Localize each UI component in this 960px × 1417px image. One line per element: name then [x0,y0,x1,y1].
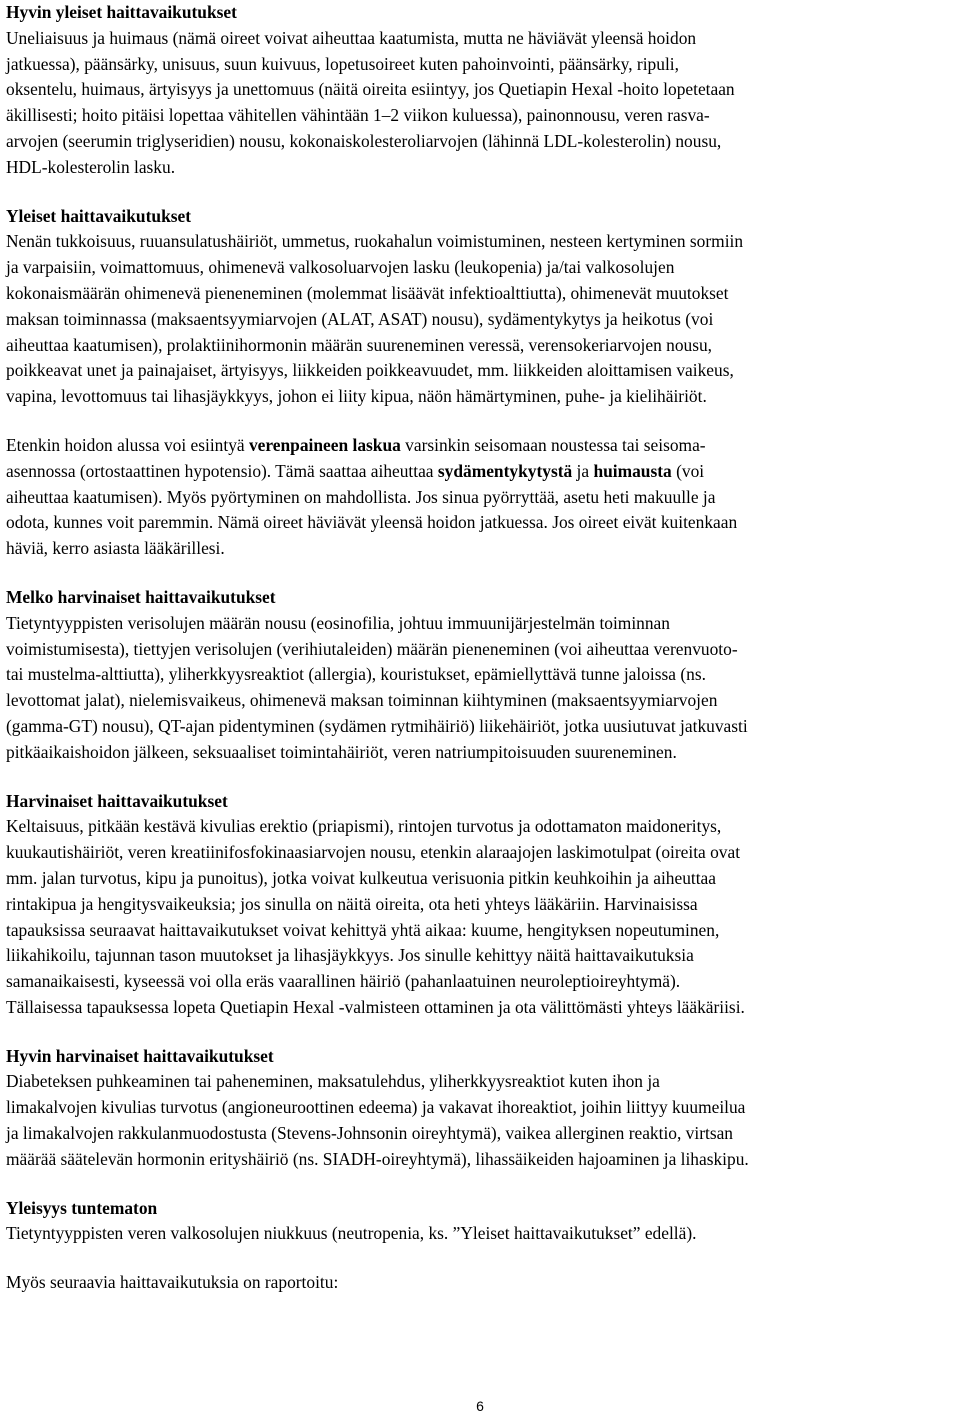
text-line: oksentelu, huimaus, ärtyisyys ja unettomuus (näitä oireita esiintyy, jos Quetiapin Hexal -hoito lopetetaan [6,79,735,100]
text-line: (gamma-GT) nousu), QT-ajan pidentyminen (sydämen rytmihäiriö) liikehäiriöt, jotka uusiutuvat jatkuvasti [6,715,748,736]
text-line: aiheuttaa kaatumisen), prolaktiinihormonin määrän suureneminen veressä, verensokeriarvojen nousu, [6,334,713,355]
text-line [6,510,956,536]
text-line: limakalvojen kivulias turvotus (angioneuroottinen edeema) ja vakavat ihoreaktiot, joihin liittyy kuumeilua [6,1097,746,1118]
text-line: Uneliaisuus ja huimaus (nämä oireet voivat aiheuttaa kaatumista, mutta ne häviävät yleensä hoidon [6,27,697,48]
text-line: poikkeavat unet ja painajaiset, ärtyisyys, liikkeiden poikkeavuudet, mm. liikkeiden aloittamisen vaikeus, [6,360,734,381]
section-very-common [6,0,956,181]
text-line: samanaikaisesti, kyseessä voi olla eräs vaarallinen häiriö (pahanlaatuinen neuroleptioireyhtymä). [6,971,681,992]
text-line: tai mustelma-alttiutta), yliherkkyysreaktiot (allergia), kouristukset, epämiellyttävä tunne jaloissa (ns. [6,664,706,685]
text-line: mm. jalan turvotus, kipu ja punoitus), jotka voivat kulkeutua verisuonia pitkin keuhkoihin ja aiheuttaa [6,867,716,888]
text-run: ja [572,460,594,481]
text-line: liikahikoilu, tajunnan tason muutokset ja lihasjäykkyys. Jos sinulle kehittyy näitä haittavaikutuksia [6,945,694,966]
text-line: Tällaisessa tapauksessa lopeta Quetiapin Hexal -valmisteen ottaminen ja ota välittömästi yhteys lääkäriisi. [6,996,745,1017]
text-line: vapina, levottomuus tai lihasjäykkyys, johon ei liity kipua, näön hämärtyminen, puhe- ja kielihäiriöt. [6,386,707,407]
text-line: ja limakalvojen rakkulanmuodostusta (Stevens-Johnsonin oireyhtymä), vaikea allerginen reaktio, virtsan [6,1123,734,1144]
text-line [6,485,956,511]
section-very-rare [6,1044,956,1173]
bold-text-run: sydämentykytystä [437,460,573,481]
text-line: levottomat jalat), nielemisvaikeus, ohimenevä maksan toiminnan kiihtyminen (maksaentsyymiarvojen [6,690,718,711]
paragraph-very-rare [6,1069,956,1172]
text-line: rintakipua ja hengitysvaikeuksia; jos sinulla on näitä oireita, ota heti yhteys lääkäriin. Harvinaisissa [6,893,698,914]
paragraph-very-common [6,26,956,181]
text-line: Tietyntyyppisten veren valkosolujen niukkuus (neutropenia, ks. ”Yleiset haittavaikutukset” edellä). [6,1223,697,1244]
section-frequency-unknown [6,1196,956,1248]
text-run: Etenkin hoidon alussa voi esiintyä [6,434,249,455]
text-line: Myös seuraavia haittavaikutuksia on raportoitu: [6,1272,339,1293]
paragraph-uncommon [6,611,956,766]
section-uncommon [6,585,956,766]
text-line: voimistumisesta), tiettyjen verisolujen (verihiutaleiden) määrän pieneneminen (voi aiheuttaa verenvuoto- [6,638,738,659]
bold-text-run: huimausta [593,460,672,481]
text-line: Nenän tukkoisuus, ruuansulatushäiriöt, ummetus, ruokahalun voimistuminen, nesteen kertyminen sormiin [6,231,744,252]
paragraph-frequency-unknown [6,1221,956,1247]
text-line: Diabeteksen puhkeaminen tai paheneminen, maksatulehdus, yliherkkyysreaktiot kuten ihon ja [6,1071,660,1092]
heading-common: Yleiset haittavaikutukset [6,205,192,226]
heading-rare: Harvinaiset haittavaikutukset [6,790,228,811]
paragraph-hypotension-warning [6,433,956,562]
text-line: ja varpaisiin, voimattomuus, ohimenevä valkosoluarvojen lasku (leukopenia) ja/tai valkosolujen [6,257,675,278]
paragraph-also-reported [6,1270,956,1296]
page-number: 6 [476,1398,484,1414]
text-line: Keltaisuus, pitkään kestävä kivulias erektio (priapismi), rintojen turvotus ja odottamaton maidoneritys, [6,816,722,837]
text-line: jatkuessa), päänsärky, unisuus, suun kuivuus, lopetusoireet kuten pahoinvointi, päänsärky, ripuli, [6,53,679,74]
text-line: tapauksissa seuraavat haittavaikutukset voivat kehittyä yhtä aikaa: kuume, hengityksen nopeutuminen, [6,919,720,940]
text-run: odota, kunnes voit paremmin. Nämä oireet häviävät yleensä hoidon jatkuessa. Jos oireet eivät kuitenkaan [6,512,738,533]
text-run: (voi [671,460,705,481]
text-line: HDL-kolesterolin lasku. [6,156,176,177]
heading-very-common: Hyvin yleiset haittavaikutukset [6,2,237,22]
text-line [6,459,956,485]
section-common [6,204,956,410]
text-run: varsinkin seisomaan noustessa tai seisoma- [400,434,706,455]
text-line: kuukautishäiriöt, veren kreatiinifosfokinaasiarvojen nousu, etenkin alaraajojen laskimotulpat (oireita ovat [6,842,741,863]
text-line: Tietyntyyppisten verisolujen määrän nousu (eosinofilia, johtuu immuunijärjestelmän toiminnan [6,612,670,633]
section-also-reported [6,1270,956,1296]
paragraph-common [6,229,956,410]
text-line [6,433,956,459]
heading-uncommon: Melko harvinaiset haittavaikutukset [6,586,276,607]
text-run: aiheuttaa kaatumisen). Myös pyörtyminen on mahdollista. Jos sinua pyörryttää, asetu heti makuulle ja [6,486,716,507]
text-line: arvojen (seerumin triglyseridien) nousu, kokonaiskolesteroliarvojen (lähinnä LDL-kolesterolin) nousu, [6,130,722,151]
text-line: maksan toiminnassa (maksaentsyymiarvojen (ALAT, ASAT) nousu), sydämentykytys ja heikotus (voi [6,308,714,329]
document-page [6,0,956,1296]
heading-very-rare: Hyvin harvinaiset haittavaikutukset [6,1045,274,1066]
heading-frequency-unknown: Yleisyys tuntematon [6,1197,158,1218]
section-hypotension-warning [6,433,956,562]
text-line: pitkäaikaishoidon jälkeen, seksuaaliset toimintahäiriöt, veren natriumpitoisuuden suureneminen. [6,741,677,762]
text-line: äkillisesti; hoito pitäisi lopettaa vähitellen vähintään 1–2 viikon kuluessa), painonnousu, veren rasva- [6,105,710,126]
text-run: häviä, kerro asiasta lääkärillesi. [6,538,225,559]
text-run: asennossa (ortostaattinen hypotensio). Tämä saattaa aiheuttaa [6,460,438,481]
text-line: määrää säätelevän hormonin erityshäiriö (ns. SIADH-oireyhtymä), lihassäikeiden hajoaminen ja lihaskipu. [6,1148,749,1169]
paragraph-rare [6,814,956,1020]
text-line [6,536,956,562]
section-rare [6,789,956,1021]
text-line: kokonaismäärän ohimenevä pieneneminen (molemmat lisäävät infektioalttiutta), ohimenevät muutokset [6,282,729,303]
bold-text-run: verenpaineen laskua [248,434,401,455]
